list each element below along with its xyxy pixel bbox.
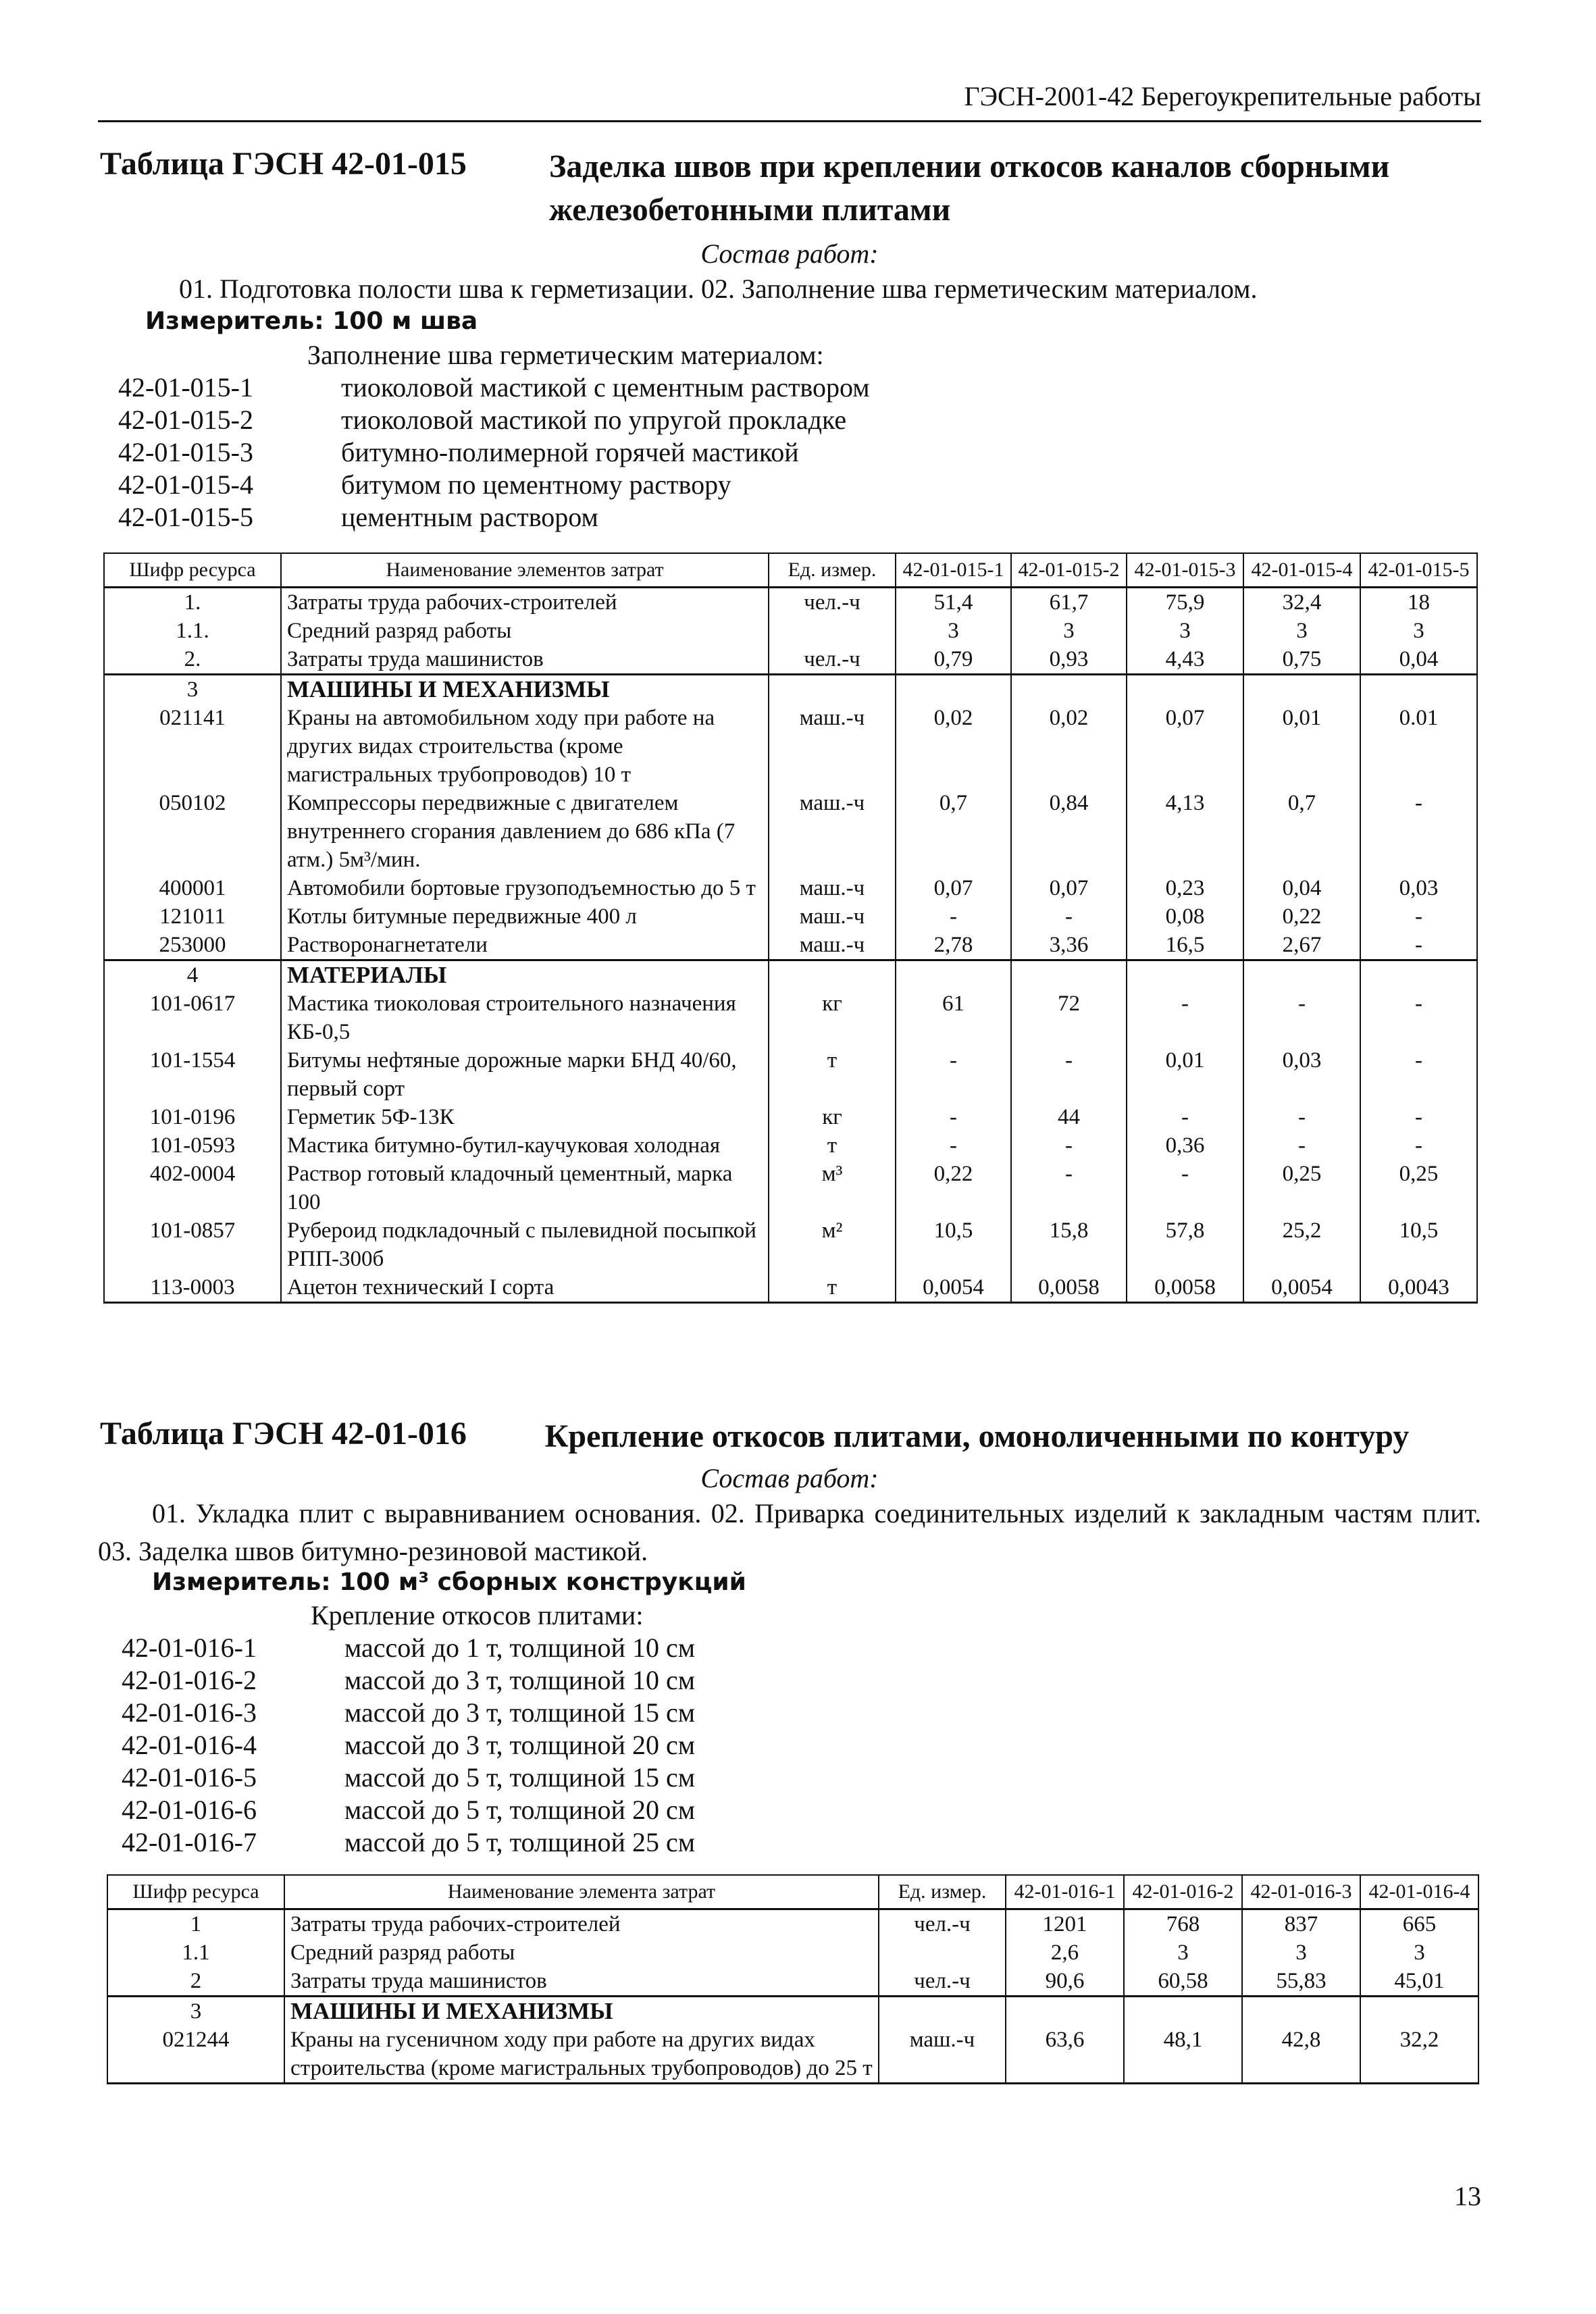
resource-name-cell: Затраты труда рабочих-строителей <box>281 588 769 617</box>
value-cell: 4,43 <box>1127 645 1243 675</box>
work-item-text: массой до 5 т, толщиной 15 см <box>344 1762 696 1793</box>
value-cell: 44 <box>1011 1103 1127 1131</box>
resource-code-cell: 101-0857 <box>104 1216 281 1273</box>
value-cell: 0,07 <box>1127 704 1243 789</box>
value-cell: 0,07 <box>1011 874 1127 902</box>
table2-list-head: Крепление откосов плитами: <box>311 1600 644 1630</box>
resource-code-cell: 121011 <box>104 902 281 931</box>
value-cell: 0,22 <box>1243 902 1360 931</box>
value-cell: - <box>1011 1046 1127 1103</box>
unit-cell <box>769 960 896 990</box>
value-cell: 4,13 <box>1127 789 1243 874</box>
work-item-text: массой до 3 т, толщиной 20 см <box>344 1730 696 1760</box>
work-item-text: тиоколовой мастикой по упругой прокладке <box>341 405 847 435</box>
work-list-item <box>118 436 870 469</box>
work-item-text: тиоколовой мастикой с цементным раствором <box>341 372 870 403</box>
value-cell: 0,0058 <box>1011 1273 1127 1303</box>
value-cell: 0,02 <box>1011 704 1127 789</box>
resource-name-cell: МАТЕРИАЛЫ <box>281 960 769 990</box>
work-item-text: цементным раствором <box>341 502 598 532</box>
resource-code-cell: 2 <box>107 1967 284 1997</box>
table1-list-head: Заполнение шва герметическим материалом: <box>307 340 824 370</box>
resource-name-cell: Герметик 5Ф-13К <box>281 1103 769 1131</box>
unit-cell: маш.-ч <box>879 2026 1006 2084</box>
work-item-code: 42-01-015-1 <box>118 372 253 403</box>
work-item-text: массой до 5 т, толщиной 25 см <box>344 1827 696 1857</box>
resource-name-cell: МАШИНЫ И МЕХАНИЗМЫ <box>281 675 769 704</box>
table-row <box>104 1046 1477 1103</box>
resource-name-cell: Ацетон технический I сорта <box>281 1273 769 1303</box>
work-item-text: массой до 3 т, толщиной 15 см <box>344 1697 696 1728</box>
table-row <box>104 1273 1477 1303</box>
unit-cell: чел.-ч <box>879 1967 1006 1997</box>
table-row <box>104 617 1477 645</box>
resource-name-cell: Рубероид подкладочный с пылевидной посыпкой РПП-300б <box>281 1216 769 1273</box>
value-cell: - <box>896 1103 1011 1131</box>
work-list-item <box>122 1729 695 1762</box>
unit-cell: маш.-ч <box>769 789 896 874</box>
work-item-code: 42-01-016-4 <box>122 1730 257 1760</box>
unit-cell: м² <box>769 1216 896 1273</box>
value-cell: - <box>1243 1103 1360 1131</box>
table2-code: Таблица ГЭСН 42-01-016 <box>100 1416 467 1451</box>
resource-code-cell: 402-0004 <box>104 1160 281 1216</box>
work-item-text: массой до 5 т, толщиной 20 см <box>344 1795 696 1825</box>
value-cell: 0,01 <box>1127 1046 1243 1103</box>
work-item-code: 42-01-015-4 <box>118 469 253 500</box>
value-cell: 0,03 <box>1360 874 1477 902</box>
work-item-text: битумно-полимерной горячей мастикой <box>341 437 799 467</box>
work-list-item <box>118 469 870 501</box>
value-cell: 0,84 <box>1011 789 1127 874</box>
resource-name-cell: Раствор готовый кладочный цементный, марка 100 <box>281 1160 769 1216</box>
resource-name-cell: Мастика тиоколовая строительного назначения КБ-0,5 <box>281 989 769 1046</box>
value-cell: 48,1 <box>1124 2026 1242 2084</box>
value-cell: 61,7 <box>1011 588 1127 617</box>
value-cell: 665 <box>1360 1909 1478 1939</box>
work-list-item <box>122 1632 695 1664</box>
work-item-text: массой до 3 т, толщиной 10 см <box>344 1665 696 1695</box>
value-cell: 45,01 <box>1360 1967 1478 1997</box>
value-cell: - <box>1127 1160 1243 1216</box>
column-header: 42-01-016-4 <box>1360 1875 1478 1909</box>
page-number: 13 <box>1454 2181 1481 2211</box>
table1-work-list <box>118 371 870 534</box>
value-cell <box>896 960 1011 990</box>
column-header: 42-01-016-2 <box>1124 1875 1242 1909</box>
resource-code-cell: 1 <box>107 1909 284 1939</box>
work-list-item <box>122 1826 695 1859</box>
table-row <box>104 874 1477 902</box>
resource-code-cell: 3 <box>107 1997 284 2026</box>
value-cell <box>1006 1997 1124 2026</box>
value-cell: - <box>896 902 1011 931</box>
value-cell: 0,75 <box>1243 645 1360 675</box>
column-header: 42-01-015-4 <box>1243 553 1360 588</box>
table-row <box>104 704 1477 789</box>
value-cell: 0,0054 <box>896 1273 1011 1303</box>
resource-code-cell: 101-0196 <box>104 1103 281 1131</box>
resource-name-cell: МАШИНЫ И МЕХАНИЗМЫ <box>284 1997 879 2026</box>
unit-cell: чел.-ч <box>769 588 896 617</box>
value-cell: - <box>1243 989 1360 1046</box>
value-cell: 3 <box>896 617 1011 645</box>
table-row <box>107 2026 1478 2084</box>
value-cell <box>1360 1997 1478 2026</box>
resource-name-cell: Растворонагнетатели <box>281 931 769 960</box>
table-row <box>104 1216 1477 1273</box>
value-cell: 60,58 <box>1124 1967 1242 1997</box>
resource-code-cell: 101-1554 <box>104 1046 281 1103</box>
work-item-code: 42-01-015-2 <box>118 405 253 435</box>
table-row <box>104 989 1477 1046</box>
value-cell: - <box>1360 902 1477 931</box>
value-cell: 3 <box>1242 1938 1360 1967</box>
value-cell: 0,01 <box>1243 704 1360 789</box>
work-item-code: 42-01-016-3 <box>122 1697 257 1728</box>
table1-title: Заделка швов при креплении откосов каналов сборными железобетонными плитами <box>549 149 1390 228</box>
value-cell: 1201 <box>1006 1909 1124 1939</box>
work-list-item <box>118 501 870 534</box>
value-cell: 0,0058 <box>1127 1273 1243 1303</box>
value-cell: 51,4 <box>896 588 1011 617</box>
resource-code-cell: 1.1. <box>104 617 281 645</box>
unit-cell: т <box>769 1046 896 1103</box>
value-cell: 0,7 <box>896 789 1011 874</box>
unit-cell: кг <box>769 989 896 1046</box>
value-cell: 61 <box>896 989 1011 1046</box>
work-list-item <box>122 1794 695 1826</box>
value-cell: 72 <box>1011 989 1127 1046</box>
table1-heading <box>100 145 1481 232</box>
table2-estimate-table <box>107 1874 1479 2084</box>
value-cell: 0,0043 <box>1360 1273 1477 1303</box>
running-head: ГЭСН-2001-42 Берегоукрепительные работы <box>98 73 1481 122</box>
resource-code-cell: 400001 <box>104 874 281 902</box>
resource-name-cell: Затраты труда рабочих-строителей <box>284 1909 879 1939</box>
column-header: 42-01-015-5 <box>1360 553 1477 588</box>
work-item-text: массой до 1 т, толщиной 10 см <box>344 1632 696 1663</box>
resource-name-cell: Битумы нефтяные дорожные марки БНД 40/60, первый сорт <box>281 1046 769 1103</box>
value-cell: - <box>1011 1160 1127 1216</box>
resource-name-cell: Затраты труда машинистов <box>284 1967 879 1997</box>
column-header: 42-01-015-2 <box>1011 553 1127 588</box>
value-cell: 0,93 <box>1011 645 1127 675</box>
work-list-item <box>118 404 870 436</box>
value-cell: 57,8 <box>1127 1216 1243 1273</box>
value-cell: - <box>1127 989 1243 1046</box>
value-cell: 0,04 <box>1243 874 1360 902</box>
value-cell: 3 <box>1360 1938 1478 1967</box>
resource-name-cell: Компрессоры передвижные с двигателем внутреннего сгорания давлением до 686 кПа (7 атм.) 5м³/мин. <box>281 789 769 874</box>
resource-name-cell: Автомобили бортовые грузоподъемностью до 5 т <box>281 874 769 902</box>
table1-estimate-table <box>103 552 1478 1304</box>
value-cell: 0,02 <box>896 704 1011 789</box>
table1-meter: Измеритель: 100 м шва <box>145 307 478 335</box>
value-cell: - <box>1011 1131 1127 1160</box>
unit-cell: м³ <box>769 1160 896 1216</box>
value-cell: - <box>1127 1103 1243 1131</box>
table2-sostav-text: 01. Укладка плит с выравниванием основания. 02. Приварка соединительных изделий к закладным частям плит. 03. Заделка швов битумно-резиновой мастикой. <box>98 1498 1481 1566</box>
work-item-code: 42-01-016-6 <box>122 1795 257 1825</box>
column-header: Ед. измер. <box>879 1875 1006 1909</box>
table2-work-list <box>122 1632 695 1859</box>
value-cell: 0,36 <box>1127 1131 1243 1160</box>
value-cell <box>1127 675 1243 704</box>
table-row <box>107 1938 1478 1967</box>
value-cell: - <box>1360 1103 1477 1131</box>
unit-cell <box>769 617 896 645</box>
table1-sostav-text: 01. Подготовка полости шва к герметизации. 02. Заполнение шва герметическим материалом. <box>179 274 1258 304</box>
value-cell: 837 <box>1242 1909 1360 1939</box>
work-item-code: 42-01-015-5 <box>118 502 253 532</box>
resource-code-cell: 113-0003 <box>104 1273 281 1303</box>
unit-cell <box>769 675 896 704</box>
resource-code-cell: 1.1 <box>107 1938 284 1967</box>
value-cell: 18 <box>1360 588 1477 617</box>
value-cell: 55,83 <box>1242 1967 1360 1997</box>
value-cell <box>1360 960 1477 990</box>
table2-meter: Измеритель: 100 м³ сборных конструкций <box>152 1568 746 1596</box>
value-cell: 0,23 <box>1127 874 1243 902</box>
resource-code-cell: 253000 <box>104 931 281 960</box>
value-cell <box>1127 960 1243 990</box>
value-cell: - <box>896 1046 1011 1103</box>
work-list-item <box>122 1762 695 1794</box>
table-row <box>104 789 1477 874</box>
value-cell: 768 <box>1124 1909 1242 1939</box>
table-row <box>104 960 1477 990</box>
work-item-code: 42-01-016-5 <box>122 1762 257 1793</box>
table-row <box>104 931 1477 960</box>
resource-code-cell: 050102 <box>104 789 281 874</box>
value-cell <box>1360 675 1477 704</box>
column-header: 42-01-016-1 <box>1006 1875 1124 1909</box>
value-cell: 2,6 <box>1006 1938 1124 1967</box>
column-header: 42-01-016-3 <box>1242 1875 1360 1909</box>
value-cell: 3 <box>1124 1938 1242 1967</box>
value-cell: 25,2 <box>1243 1216 1360 1273</box>
value-cell: - <box>1243 1131 1360 1160</box>
unit-cell: маш.-ч <box>769 931 896 960</box>
resource-name-cell: Котлы битумные передвижные 400 л <box>281 902 769 931</box>
resource-code-cell: 3 <box>104 675 281 704</box>
work-list-item <box>122 1664 695 1697</box>
value-cell: 15,8 <box>1011 1216 1127 1273</box>
resource-code-cell: 4 <box>104 960 281 990</box>
value-cell: 0,07 <box>896 874 1011 902</box>
value-cell: 42,8 <box>1242 2026 1360 2084</box>
table-row <box>104 1131 1477 1160</box>
value-cell: - <box>1360 931 1477 960</box>
table2-sostav-label: Состав работ: <box>700 1463 879 1493</box>
value-cell: 3,36 <box>1011 931 1127 960</box>
value-cell: - <box>1360 989 1477 1046</box>
value-cell <box>896 675 1011 704</box>
table2-heading <box>100 1415 1481 1458</box>
work-item-code: 42-01-016-2 <box>122 1665 257 1695</box>
table-row <box>107 1909 1478 1939</box>
table-row <box>104 645 1477 675</box>
resource-code-cell: 101-0617 <box>104 989 281 1046</box>
column-header: Наименование элементов затрат <box>281 553 769 588</box>
resource-code-cell: 021141 <box>104 704 281 789</box>
value-cell: - <box>1360 1046 1477 1103</box>
work-list-item <box>122 1697 695 1729</box>
value-cell: 0,7 <box>1243 789 1360 874</box>
table-row <box>104 1103 1477 1131</box>
resource-code-cell: 1. <box>104 588 281 617</box>
value-cell: 90,6 <box>1006 1967 1124 1997</box>
value-cell: 0,25 <box>1360 1160 1477 1216</box>
value-cell <box>1011 960 1127 990</box>
resource-name-cell: Мастика битумно-бутил-каучуковая холодная <box>281 1131 769 1160</box>
value-cell: 0.01 <box>1360 704 1477 789</box>
column-header: Наименование элемента затрат <box>284 1875 879 1909</box>
value-cell: 0,22 <box>896 1160 1011 1216</box>
value-cell <box>1243 675 1360 704</box>
table-row <box>104 1160 1477 1216</box>
unit-cell: кг <box>769 1103 896 1131</box>
unit-cell: т <box>769 1131 896 1160</box>
value-cell: 10,5 <box>1360 1216 1477 1273</box>
resource-name-cell: Краны на автомобильном ходу при работе на других видах строительства (кроме магистральных трубопроводов) 10 т <box>281 704 769 789</box>
resource-name-cell: Средний разряд работы <box>281 617 769 645</box>
table1-code: Таблица ГЭСН 42-01-015 <box>100 146 467 182</box>
value-cell: 0,08 <box>1127 902 1243 931</box>
value-cell: - <box>1360 1131 1477 1160</box>
value-cell: 0,25 <box>1243 1160 1360 1216</box>
resource-name-cell: Затраты труда машинистов <box>281 645 769 675</box>
value-cell: - <box>896 1131 1011 1160</box>
table-row <box>104 675 1477 704</box>
value-cell <box>1011 675 1127 704</box>
unit-cell: т <box>769 1273 896 1303</box>
unit-cell <box>879 1997 1006 2026</box>
work-item-code: 42-01-016-1 <box>122 1632 257 1663</box>
unit-cell <box>879 1938 1006 1967</box>
value-cell: 63,6 <box>1006 2026 1124 2084</box>
unit-cell: маш.-ч <box>769 902 896 931</box>
resource-name-cell: Средний разряд работы <box>284 1938 879 1967</box>
column-header: Ед. измер. <box>769 553 896 588</box>
unit-cell: маш.-ч <box>769 704 896 789</box>
value-cell: 0,79 <box>896 645 1011 675</box>
value-cell: - <box>1360 789 1477 874</box>
value-cell: 32,4 <box>1243 588 1360 617</box>
value-cell: 0,03 <box>1243 1046 1360 1103</box>
unit-cell: чел.-ч <box>769 645 896 675</box>
table2-title: Крепление откосов плитами, омоноличенными по контуру <box>544 1418 1410 1454</box>
value-cell: 10,5 <box>896 1216 1011 1273</box>
value-cell: 0,0054 <box>1243 1273 1360 1303</box>
value-cell: 0,04 <box>1360 645 1477 675</box>
value-cell <box>1124 1997 1242 2026</box>
column-header: Шифр ресурса <box>104 553 281 588</box>
table-row <box>107 1967 1478 1997</box>
value-cell: 2,67 <box>1243 931 1360 960</box>
work-list-item <box>118 371 870 404</box>
value-cell: 3 <box>1011 617 1127 645</box>
table-row <box>107 1997 1478 2026</box>
value-cell: 32,2 <box>1360 2026 1478 2084</box>
value-cell: 75,9 <box>1127 588 1243 617</box>
value-cell <box>1242 1997 1360 2026</box>
resource-code-cell: 021244 <box>107 2026 284 2084</box>
value-cell <box>1243 960 1360 990</box>
value-cell: 16,5 <box>1127 931 1243 960</box>
value-cell: - <box>1011 902 1127 931</box>
value-cell: 3 <box>1243 617 1360 645</box>
resource-name-cell: Краны на гусеничном ходу при работе на других видах строительства (кроме магистральных трубопроводов) до 25 т <box>284 2026 879 2084</box>
unit-cell: маш.-ч <box>769 874 896 902</box>
column-header: 42-01-015-1 <box>896 553 1011 588</box>
work-item-text: битумом по цементному раствору <box>341 469 731 500</box>
work-item-code: 42-01-016-7 <box>122 1827 257 1857</box>
column-header: Шифр ресурса <box>107 1875 284 1909</box>
unit-cell: чел.-ч <box>879 1909 1006 1939</box>
resource-code-cell: 2. <box>104 645 281 675</box>
value-cell: 3 <box>1127 617 1243 645</box>
resource-code-cell: 101-0593 <box>104 1131 281 1160</box>
column-header: 42-01-015-3 <box>1127 553 1243 588</box>
table-row <box>104 902 1477 931</box>
value-cell: 2,78 <box>896 931 1011 960</box>
table1-sostav-label: Состав работ: <box>700 238 879 269</box>
value-cell: 3 <box>1360 617 1477 645</box>
table-row <box>104 588 1477 617</box>
work-item-code: 42-01-015-3 <box>118 437 253 467</box>
